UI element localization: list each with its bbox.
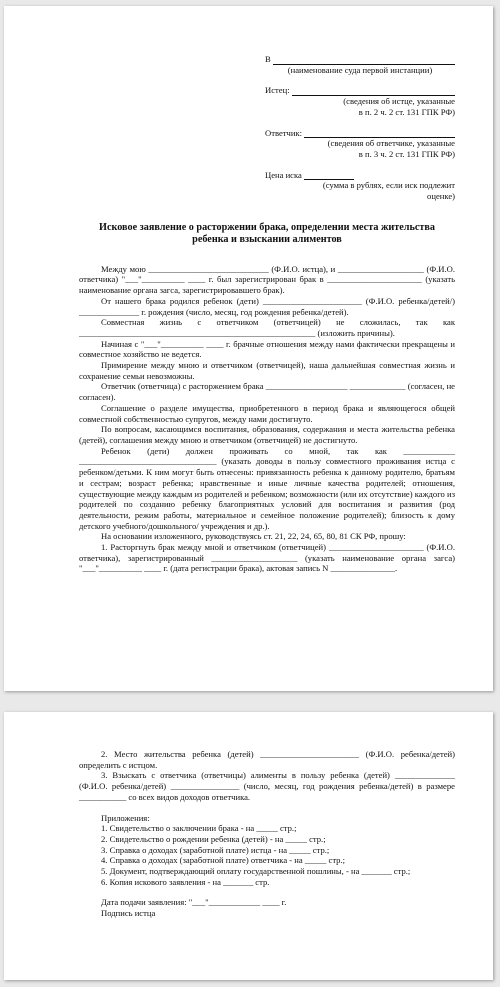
document-title [79,222,455,247]
title-line-2: ребенка и взыскании алиментов [192,234,342,246]
plaintiff-caption-2: в п. 2 ч. 2 ст. 131 ГПК РФ) [358,106,455,117]
document-header [265,54,455,202]
paragraph-reason: Совместная жизнь с ответчиком (ответчицей) не сложилась, так как _______________________________________________________ (изложить причины). [79,317,455,338]
paragraph-property: Соглашение о разделе имущества, приобретенного в период брака и являющегося общей совместной собственностью супругов, между нами достигнуто. [79,402,455,424]
document-page-1 [4,6,493,691]
attachment-item: 3. Справка о доходах (заработной плате) истца - на _____ стр.; [101,844,330,855]
attachment-item: 6. Копия искового заявления - на _______ стр. [101,876,270,887]
defendant-line [265,128,455,139]
attachment-item: 1. Свидетельство о заключении брака - на _____ стр.; [101,823,297,834]
paragraph-request-residence: 2. Место жительства ребенка (детей) _______________________ (Ф.И.О. ребенка/детей) определить с истцом. [79,749,455,770]
plaintiff-field[interactable] [292,86,455,96]
defendant-field[interactable] [304,128,455,138]
paragraph-request-alimony: 3. Взыскать с ответчика (ответчицы) алименты в пользу ребенка (детей) ______________ (Ф.И.О. ребенка/детей) ________________ (число, месяц, год рождения ребенка/детей) в размере ___________ со всех видов доходов ответчика. [79,770,455,802]
paragraph-residence-reasons: Ребенок (дети) должен проживать со мной, так как ____________ ________________________________ (указать доводы в пользу совместного проживания истца с ребенком/детьми. К ним могут быть отнесены: привязанность ребенка к данному родителю, братьям и сестрам; возраст ребенка; нравственные и иные личные качества родителей; отношения, существующие между каждым из родителей и ребенком; возможности (или их отсутствие) каждого из родителей по созданию ребенку благоприятных условий для воспитания и развития (род деятельности, режим работы, материальное и семейное положение родителей); близость к дому детского учебного/дошкольного/ учреждения и др.). [79,445,455,531]
paragraph-child: От нашего брака родился ребенок (дети) _______________________ (Ф.И.О. ребенка/детей/) ______________ г. рождения (число, месяц, год рождения ребенка/детей). [79,295,455,317]
paragraph-marriage: Между мою ____________________________ (Ф.И.О. истца), и ____________________ (Ф.И.О. ответчика) "___"__________ ____ г. был зарегистрирован брак в ______________________ (указать наименование органа загса, зарегистрировавшего брак). [79,263,455,296]
paragraph-reconciliation: Примирение между мною и ответчиком (ответчицей), наша дальнейшая совместная жизнь и сохранение семьи невозможны. [79,360,455,381]
defendant-caption-2: в п. 3 ч. 2 ст. 131 ГПК РФ) [358,148,455,159]
price-caption-2: оценке) [427,191,455,202]
plaintiff-line [265,85,455,96]
attachment-item: 2. Свидетельство о рождении ребенка (детей) - на _____ стр.; [101,833,326,844]
claim-body [79,264,455,574]
attachment-item: 4. Справка о доходах (заработной плате) ответчика - на _____ стр.; [101,855,346,866]
price-line [265,170,455,181]
paragraph-request-divorce: 1. Расторгнуть брак между мной и ответчиком (ответчицей) ______________________ (Ф.И.О. ответчика), зарегистрированный ____________________ (указать наименование органа загса) "___"__________ ____ г. (дата регистрации брака), актовая запись N _______________. [79,542,455,574]
defendant-label: Ответчик: [265,127,303,138]
paragraph-upbringing: По вопросам, касающимся воспитания, образования, содержания и места жительства ребенка (детей), соглашения между мною и ответчиком (ответчицей) не достигнуто. [79,424,455,445]
document-page-2 [4,712,493,980]
plaintiff-signature: Подпись истца [101,908,156,919]
price-caption-1: (сумма в рублях, если иск подлежит [322,180,455,191]
price-label: Цена иска [265,169,302,180]
court-caption: (наименование суда первой инстанции) [287,64,433,75]
paragraph-relations-ended: Начиная с "___"__________ ____ г. брачные отношения между нами фактически прекращены и совместное хозяйство не ведется. [79,338,455,360]
attachment-item: 5. Документ, подтверждающий оплату государственной пошлины, - на _______ стр.; [101,866,411,877]
plaintiff-caption-1: (сведения об истце, указанные [343,96,455,107]
defendant-caption-1: (сведения об ответчике, указанные [327,138,455,149]
paragraph-defendant-consent: Ответчик (ответчица) с расторжением брака ___________________ _____________ (согласен, не согласен). [79,381,455,403]
price-field[interactable] [304,170,354,180]
attachments-list [79,813,455,888]
title-line-1: Исковое заявление о расторжении брака, определении места жительства [99,221,435,233]
court-line [265,54,455,65]
court-label: В [265,54,271,64]
court-field[interactable] [273,55,455,65]
submission-date: Дата подачи заявления: "___"____________ ____ г. [101,897,287,908]
attachments-heading: Приложения: [101,812,150,823]
paragraph-legal-basis: На основании изложенного, руководствуясь ст. 21, 22, 24, 65, 80, 81 СК РФ, прошу: [101,531,406,542]
plaintiff-label: Истец: [265,85,290,96]
